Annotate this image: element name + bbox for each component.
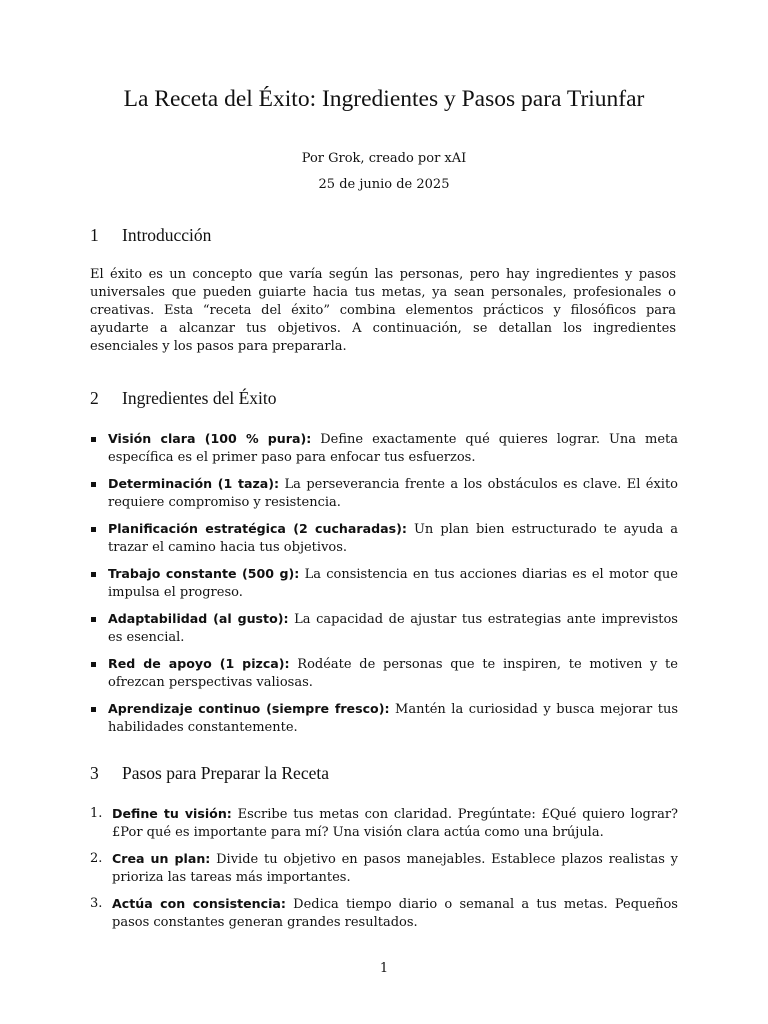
ingredient-description: Un plan bien estructurado te ayuda a trazar el camino hacia tus objetivos. xyxy=(108,522,678,555)
ingredient-term: Visión clara (100 % pura): xyxy=(108,431,312,446)
step-term: Actúa con consistencia: xyxy=(112,896,286,911)
step-item xyxy=(90,805,678,842)
section-number: 1 xyxy=(90,225,99,245)
step-description: Dedica tiempo diario o semanal a tus metas. Pequeños pasos constantes generan grandes resultados. xyxy=(112,897,678,930)
step-number: 2. xyxy=(90,851,103,866)
step-term: Define tu visión: xyxy=(112,806,232,821)
ingredient-description: La consistencia en tus acciones diarias es el motor que impulsa el progreso. xyxy=(108,567,678,600)
ingredient-item xyxy=(90,430,678,467)
step-description: Escribe tus metas con claridad. Pregúntate: £Qué quiero lograr? £Por qué es importante para mí? Una visión clara actúa como una brújula. xyxy=(112,807,679,840)
ingredient-term: Determinación (1 taza): xyxy=(108,476,280,491)
ingredient-term: Aprendizaje continuo (siempre fresco): xyxy=(108,701,390,716)
bullet-marker xyxy=(91,617,96,622)
step-number: 1. xyxy=(90,806,103,821)
bullet-marker xyxy=(91,572,96,577)
ingredient-item xyxy=(90,700,678,737)
step-number: 3. xyxy=(90,896,103,911)
bullet-marker xyxy=(91,707,96,712)
ingredient-item xyxy=(90,610,678,647)
section-number: 3 xyxy=(90,763,99,783)
ingredient-description: La capacidad de ajustar tus estrategias ante imprevistos es esencial. xyxy=(108,612,678,645)
section-heading-pasos xyxy=(90,762,329,784)
ingredient-description: Rodéate de personas que te inspiren, te motiven y te ofrezcan perspectivas valiosas. xyxy=(108,657,678,690)
step-item xyxy=(90,850,678,887)
document-title: La Receta del Éxito: Ingredientes y Pasos para Triunfar xyxy=(123,86,645,112)
step-term: Crea un plan: xyxy=(112,851,211,866)
ingredient-item xyxy=(90,565,678,602)
bullet-marker xyxy=(91,437,96,442)
step-item xyxy=(90,895,678,932)
section-number: 2 xyxy=(90,388,99,408)
ingredient-description: Mantén la curiosidad y busca mejorar tus habilidades constantemente. xyxy=(108,702,678,735)
ingredient-description: La perseverancia frente a los obstáculos es clave. El éxito requiere compromiso y resistencia. xyxy=(108,477,679,510)
section-heading-introduccion xyxy=(90,224,211,246)
section-title: Introducción xyxy=(122,225,212,245)
ingredient-term: Red de apoyo (1 pizca): xyxy=(108,656,290,671)
step-description: Divide tu objetivo en pasos manejables. Establece plazos realistas y prioriza las tareas más importantes. xyxy=(112,852,678,885)
section-title: Ingredientes del Éxito xyxy=(122,388,277,408)
page-number: 1 xyxy=(379,961,389,976)
ingredient-item xyxy=(90,655,678,692)
ingredient-description: Define exactamente qué quieres lograr. Una meta específica es el primer paso para enfocar tus esfuerzos. xyxy=(108,432,678,465)
ingredient-term: Planificación estratégica (2 cucharadas): xyxy=(108,521,407,536)
bullet-marker xyxy=(91,482,96,487)
intro-paragraph: El éxito es un concepto que varía según las personas, pero hay ingredientes y pasos universales que pueden guiarte hacia tus metas, ya sean personales, profesionales o creativas. Esta “receta del éxito” combina elementos prácticos y filosóficos para ayudarte a alcanzar tus objetivos. A continuación, se detallan los ingredientes esenciales y los pasos para prepararla. xyxy=(90,267,676,354)
steps-list xyxy=(90,805,678,932)
ingredient-item xyxy=(90,475,678,512)
ingredients-list xyxy=(90,430,678,737)
bullet-marker xyxy=(91,662,96,667)
section-title: Pasos para Preparar la Receta xyxy=(122,763,329,783)
ingredient-item xyxy=(90,520,678,557)
ingredient-term: Adaptabilidad (al gusto): xyxy=(108,611,289,626)
section-heading-ingredientes xyxy=(90,387,277,409)
bullet-marker xyxy=(91,527,96,532)
document-author: Por Grok, creado por xAI xyxy=(301,151,467,166)
ingredient-term: Trabajo constante (500 g): xyxy=(108,566,300,581)
document-date: 25 de junio de 2025 xyxy=(318,177,450,192)
